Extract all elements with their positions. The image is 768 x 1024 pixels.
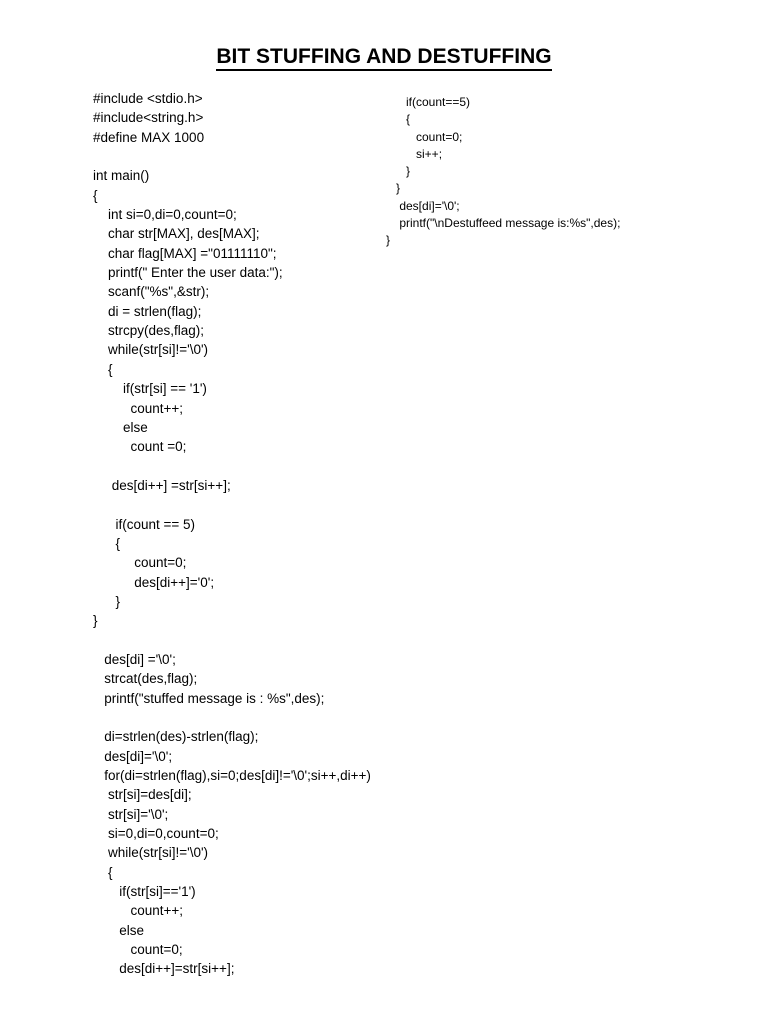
code-line: di=strlen(des)-strlen(flag); [93, 729, 259, 745]
code-line: printf(" Enter the user data:"); [93, 265, 283, 281]
code-line: { [93, 535, 121, 551]
code-line: #define MAX 1000 [93, 129, 205, 145]
code-line: strcpy(des,flag); [93, 323, 205, 339]
code-line: des[di++]=str[si++]; [93, 961, 235, 977]
code-line: count++; [93, 400, 184, 416]
code-line: str[si]=des[di]; [93, 787, 192, 803]
code-line: count=0; [386, 129, 463, 144]
code-line: int main() [93, 168, 150, 184]
code-line: while(str[si]!='\0') [93, 342, 209, 358]
code-line: char str[MAX], des[MAX]; [93, 226, 260, 242]
code-line: } [93, 593, 121, 609]
code-line: char flag[MAX] ="01111110"; [93, 245, 277, 261]
code-line: si=0,di=0,count=0; [93, 826, 219, 842]
code-line [93, 495, 371, 514]
code-line: int si=0,di=0,count=0; [93, 207, 237, 223]
code-line [93, 457, 371, 476]
code-line: printf("stuffed message is : %s",des); [93, 690, 325, 706]
code-line: di = strlen(flag); [93, 303, 202, 319]
code-line: si++; [386, 146, 443, 161]
code-line: if(count==5) [386, 95, 471, 109]
code-line [93, 708, 371, 727]
document-title-text: BIT STUFFING AND DESTUFFING [216, 45, 551, 71]
code-line: count=0; [93, 555, 187, 571]
code-line: { [93, 361, 113, 377]
code-line: des[di]='\0'; [93, 748, 173, 764]
code-line: scanf("%s",&str); [93, 284, 210, 300]
code-column-right [386, 94, 620, 250]
code-line: des[di++]='0'; [93, 574, 215, 590]
code-line: if(str[si] == '1') [93, 381, 207, 397]
code-line: { [386, 112, 411, 127]
code-line: des[di]='\0'; [386, 198, 460, 213]
code-line [93, 631, 371, 650]
code-line: for(di=strlen(flag),si=0;des[di]!='\0';si++,di++) [93, 768, 371, 784]
code-column-left [93, 89, 371, 979]
code-line: { [93, 187, 98, 203]
code-line: #include<string.h> [93, 110, 204, 126]
code-line: } [386, 181, 401, 196]
code-line: count++; [93, 903, 184, 919]
code-line: #include <stdio.h> [93, 91, 203, 106]
document-title [0, 44, 768, 70]
code-line: des[di++] =str[si++]; [93, 477, 231, 493]
code-line [93, 147, 371, 166]
code-line: if(count == 5) [93, 516, 196, 532]
code-line: else [93, 419, 148, 435]
code-line: } [93, 613, 98, 629]
code-line: str[si]='\0'; [93, 806, 169, 822]
code-line: printf("\nDestuffeed message is:%s",des); [386, 216, 621, 231]
code-line: else [93, 922, 145, 938]
code-line: } [386, 164, 411, 179]
code-line: if(str[si]=='1') [93, 884, 196, 900]
code-line: count =0; [93, 439, 187, 455]
code-line: } [386, 233, 391, 248]
code-line: strcat(des,flag); [93, 671, 198, 687]
code-line: count=0; [93, 942, 183, 958]
code-line: des[di] ='\0'; [93, 651, 176, 667]
code-line: while(str[si]!='\0') [93, 845, 209, 861]
code-line: { [93, 864, 113, 880]
